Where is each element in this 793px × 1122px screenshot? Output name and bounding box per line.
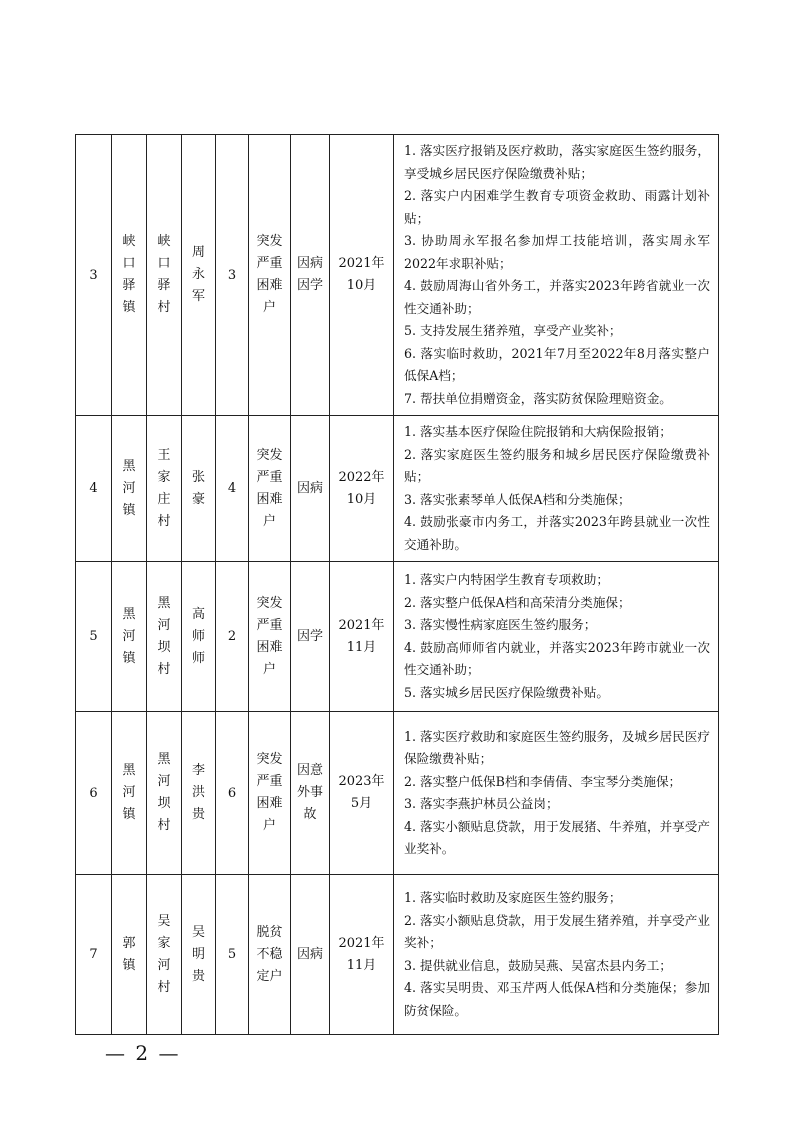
name-cell: 高师师 — [182, 562, 216, 712]
date-cell: 2022年10月 — [330, 416, 394, 562]
measure-item: 3. 提供就业信息，鼓励吴燕、吴富杰县内务工； — [404, 957, 672, 973]
household-type-cell: 突发严重困难户 — [249, 416, 291, 562]
cause-cell: 因学 — [291, 562, 330, 712]
row-number: 5 — [76, 562, 112, 712]
measure-item: 3. 落实张素琴单人低保A档和分类施保； — [404, 491, 631, 507]
name-cell: 李洪贵 — [182, 712, 216, 875]
household-size-cell: 4 — [216, 416, 249, 562]
measure-item: 2. 落实整户低保A档和高荣清分类施保； — [404, 594, 631, 610]
measure-item: 7. 帮扶单位捐赠资金，落实防贫保险理赔资金。 — [404, 390, 672, 406]
household-size-cell: 5 — [216, 875, 249, 1035]
measure-item: 4. 落实小额贴息贷款，用于发展猪、牛养殖，并享受产业奖补。 — [404, 818, 710, 856]
table-row — [76, 416, 719, 562]
town-cell: 峡口驿镇 — [112, 135, 147, 416]
date-cell: 2023年5月 — [330, 712, 394, 875]
measure-item: 2. 落实户内困难学生教育专项资金救助、雨露计划补贴； — [404, 188, 710, 226]
measure-item: 6. 落实临时救助，2021年7月至2022年8月落实整户低保A档； — [404, 345, 710, 383]
village-cell: 峡口驿村 — [147, 135, 182, 416]
page-number: — 2 — — [105, 1041, 181, 1065]
household-type-cell: 突发严重困难户 — [249, 562, 291, 712]
town-cell: 黑河镇 — [112, 712, 147, 875]
measure-item: 4. 落实吴明贵、邓玉芹两人低保A档和分类施保；参加防贫保险。 — [404, 980, 710, 1018]
row-number: 7 — [76, 875, 112, 1035]
date-cell: 2021年11月 — [330, 562, 394, 712]
measure-item: 4. 鼓励周海山省外务工，并落实2023年跨省就业一次性交通补助； — [404, 278, 710, 316]
town-cell: 黑河镇 — [112, 416, 147, 562]
row-number: 3 — [76, 135, 112, 416]
measures-cell — [394, 562, 719, 712]
village-cell: 黑河坝村 — [147, 712, 182, 875]
household-type-cell: 突发严重困难户 — [249, 712, 291, 875]
measures-cell — [394, 712, 719, 875]
household-type-cell: 突发严重困难户 — [249, 135, 291, 416]
measure-item: 4. 鼓励张豪市内务工，并落实2023年跨县就业一次性交通补助。 — [404, 514, 710, 552]
household-size-cell: 3 — [216, 135, 249, 416]
row-number: 6 — [76, 712, 112, 875]
measure-item: 1. 落实医疗救助和家庭医生签约服务，及城乡居民医疗保险缴费补贴； — [404, 728, 710, 766]
measure-item: 3. 落实李燕护林员公益岗； — [404, 796, 559, 811]
measure-item: 3. 落实慢性病家庭医生签约服务； — [404, 617, 597, 632]
village-cell: 黑河坝村 — [147, 562, 182, 712]
cause-cell: 因病 — [291, 875, 330, 1035]
measure-item: 5. 落实城乡居民医疗保险缴费补贴。 — [404, 684, 609, 700]
measure-item: 1. 落实临时救助及家庭医生签约服务； — [404, 890, 622, 905]
measures-cell — [394, 875, 719, 1035]
cause-cell: 因病因学 — [291, 135, 330, 416]
date-cell: 2021年11月 — [330, 875, 394, 1035]
cause-cell: 因意外事故 — [291, 712, 330, 875]
measure-item: 5. 支持发展生猪养殖，享受产业奖补； — [404, 323, 622, 338]
town-cell: 郭镇 — [112, 875, 147, 1035]
measure-item: 4. 鼓励高师师省内就业，并落实2023年跨市就业一次性交通补助； — [404, 639, 710, 677]
village-cell: 吴家河村 — [147, 875, 182, 1035]
table-row — [76, 712, 719, 875]
table-row — [76, 562, 719, 712]
measure-item: 3. 协助周永军报名参加焊工技能培训，落实周永军2022年求职补贴； — [404, 233, 710, 271]
measure-item: 2. 落实整户低保B档和李倩倩、李宝琴分类施保； — [404, 773, 682, 789]
measure-item: 1. 落实户内特困学生教育专项救助； — [404, 572, 609, 587]
row-number: 4 — [76, 416, 112, 562]
measures-cell — [394, 416, 719, 562]
measures-cell — [394, 135, 719, 416]
name-cell: 周永军 — [182, 135, 216, 416]
measure-item: 1. 落实医疗报销及医疗救助，落实家庭医生签约服务，享受城乡居民医疗保险缴费补贴； — [404, 143, 710, 181]
name-cell: 吴明贵 — [182, 875, 216, 1035]
measure-item: 1. 落实基本医疗保险住院报销和大病保险报销； — [404, 424, 672, 439]
measure-item: 2. 落实家庭医生签约服务和城乡居民医疗保险缴费补贴； — [404, 446, 710, 484]
cause-cell: 因病 — [291, 416, 330, 562]
household-type-cell: 脱贫不稳定户 — [249, 875, 291, 1035]
table-row — [76, 875, 719, 1035]
town-cell: 黑河镇 — [112, 562, 147, 712]
assistance-table — [75, 134, 719, 1035]
table-row — [76, 135, 719, 416]
household-size-cell: 2 — [216, 562, 249, 712]
measure-item: 2. 落实小额贴息贷款，用于发展生猪养殖，并享受产业奖补； — [404, 912, 710, 950]
name-cell: 张豪 — [182, 416, 216, 562]
village-cell: 王家庄村 — [147, 416, 182, 562]
household-size-cell: 6 — [216, 712, 249, 875]
date-cell: 2021年10月 — [330, 135, 394, 416]
